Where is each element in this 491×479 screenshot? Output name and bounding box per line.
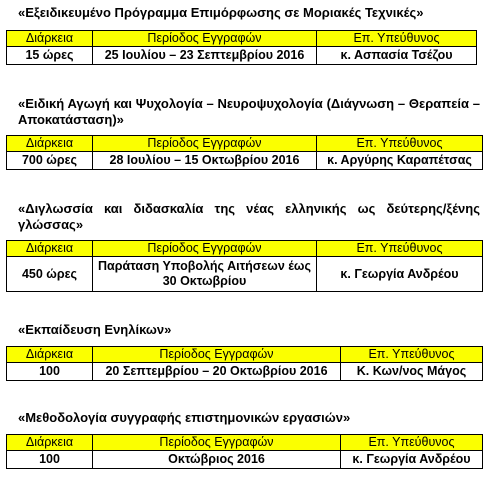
program-title: «Εκπαίδευση Ενηλίκων»: [18, 322, 172, 337]
program-title: «Εξειδικευμένο Πρόγραμμα Επιμόρφωσης σε Μοριακές Τεχνικές»: [18, 5, 424, 20]
period-header: Περίοδος Εγγραφών: [93, 435, 341, 451]
period-cell: 20 Σεπτεμβρίου – 20 Οκτωβρίου 2016: [93, 363, 341, 381]
table-row: [7, 152, 483, 170]
duration-header: Διάρκεια: [7, 347, 93, 363]
table-row: [7, 363, 483, 381]
program-title: «Διγλωσσία και διδασκαλία της νέας ελληνικής ως δεύτερης/ξένης γλώσσας»: [18, 201, 480, 232]
duration-cell: 15 ώρες: [7, 47, 93, 65]
duration-cell: 700 ώρες: [7, 152, 93, 170]
table-header-row: [7, 241, 483, 257]
table-row: [7, 257, 483, 292]
responsible-header: Επ. Υπεύθυνος: [341, 435, 483, 451]
program-table: [6, 135, 483, 170]
table-header-row: [7, 435, 483, 451]
duration-header: Διάρκεια: [7, 31, 93, 47]
duration-cell: 450 ώρες: [7, 257, 93, 292]
period-cell: 25 Ιουλίου – 23 Σεπτεμβρίου 2016: [93, 47, 317, 65]
duration-cell: 100: [7, 451, 93, 469]
responsible-cell: κ. Ασπασία Τσέζου: [317, 47, 477, 65]
duration-header: Διάρκεια: [7, 136, 93, 152]
duration-header: Διάρκεια: [7, 435, 93, 451]
table-row: [7, 451, 483, 469]
period-header: Περίοδος Εγγραφών: [93, 347, 341, 363]
period-header: Περίοδος Εγγραφών: [93, 241, 317, 257]
responsible-cell: κ. Γεωργία Ανδρέου: [317, 257, 483, 292]
table-header-row: [7, 136, 483, 152]
program-table: [6, 434, 483, 469]
duration-cell: 100: [7, 363, 93, 381]
table-row: [7, 47, 477, 65]
responsible-header: Επ. Υπεύθυνος: [317, 31, 477, 47]
program-title: «Ειδική Αγωγή και Ψυχολογία – Νευροψυχολογία (Διάγνωση – Θεραπεία – Αποκατάσταση)»: [18, 96, 480, 127]
program-table: [6, 30, 477, 65]
program-title: «Μεθοδολογία συγγραφής επιστημονικών εργασιών»: [18, 410, 351, 425]
responsible-cell: κ. Γεωργία Ανδρέου: [341, 451, 483, 469]
table-header-row: [7, 31, 477, 47]
period-header: Περίοδος Εγγραφών: [93, 31, 317, 47]
duration-header: Διάρκεια: [7, 241, 93, 257]
responsible-cell: κ. Αργύρης Καραπέτσας: [317, 152, 483, 170]
program-table: [6, 240, 483, 292]
period-cell: 28 Ιουλίου – 15 Οκτωβρίου 2016: [93, 152, 317, 170]
period-cell: Οκτώβριος 2016: [93, 451, 341, 469]
period-cell: Παράταση Υποβολής Αιτήσεων έως 30 Οκτωβρίου: [93, 257, 317, 292]
period-header: Περίοδος Εγγραφών: [93, 136, 317, 152]
responsible-header: Επ. Υπεύθυνος: [317, 136, 483, 152]
responsible-header: Επ. Υπεύθυνος: [341, 347, 483, 363]
responsible-header: Επ. Υπεύθυνος: [317, 241, 483, 257]
program-table: [6, 346, 483, 381]
responsible-cell: Κ. Κων/νος Μάγος: [341, 363, 483, 381]
table-header-row: [7, 347, 483, 363]
